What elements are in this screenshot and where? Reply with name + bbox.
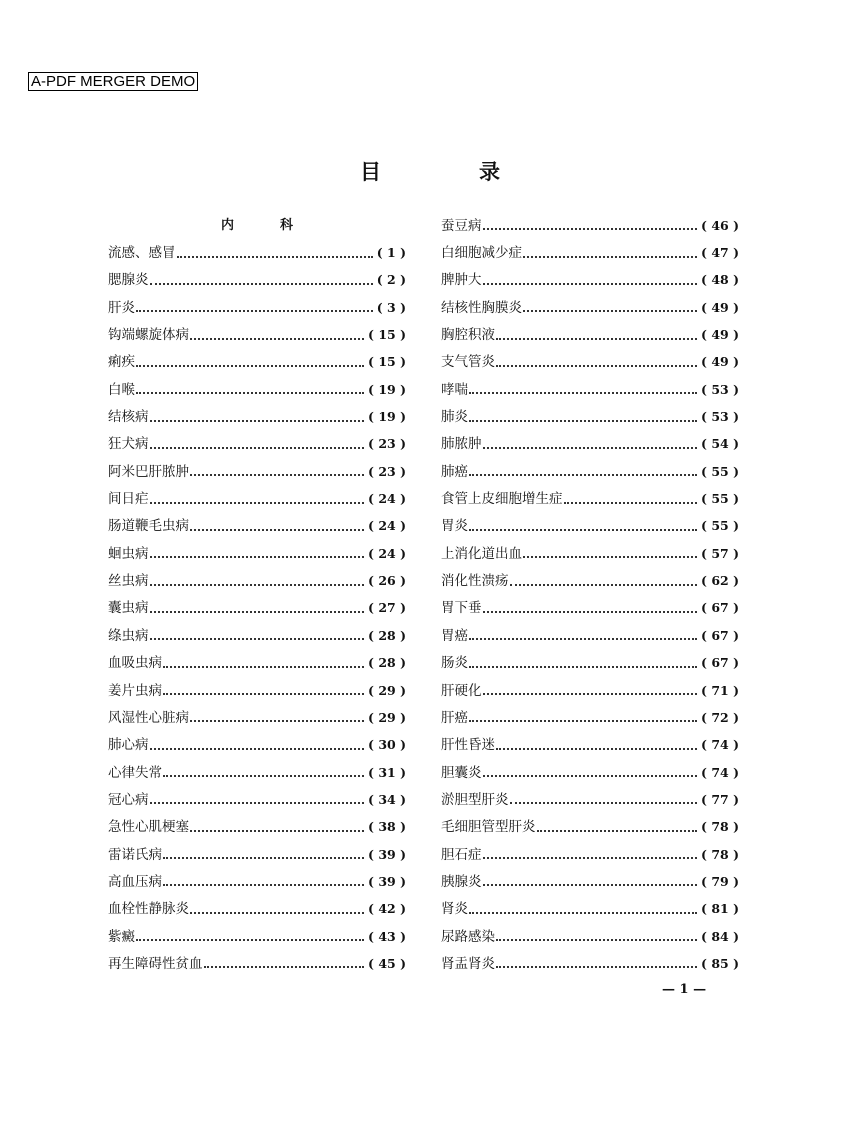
toc-entry[interactable] [108, 458, 406, 485]
entry-title: 结核病 [108, 409, 149, 426]
entry-page-number: 24 [378, 518, 396, 534]
entry-title: 钩端螺旋体病 [108, 327, 189, 344]
entry-page-number: 31 [378, 764, 396, 780]
dot-leader [469, 905, 697, 914]
entry-title: 肾炎 [441, 901, 468, 918]
entry-title: 消化性溃疡 [441, 573, 509, 590]
toc-entry[interactable] [108, 732, 406, 759]
entry-page: ( 1 ) [376, 245, 406, 261]
toc-entry[interactable] [108, 868, 406, 895]
dot-leader [150, 631, 365, 640]
toc-entry[interactable] [108, 595, 406, 622]
dot-leader [496, 959, 697, 968]
toc-entry[interactable] [441, 814, 739, 841]
entry-page-number: 26 [378, 573, 396, 589]
toc-entry[interactable] [108, 349, 406, 376]
title-char: 目 [360, 159, 381, 184]
toc-entry[interactable] [441, 732, 739, 759]
entry-page: ( 24 ) [368, 518, 406, 534]
entry-page: ( 74 ) [701, 764, 739, 780]
entry-title: 雷诺氏病 [108, 846, 162, 863]
toc-entry[interactable] [108, 485, 406, 512]
toc-entry[interactable] [441, 540, 739, 567]
entry-title: 胃炎 [441, 518, 468, 535]
entry-page: ( 48 ) [701, 272, 739, 288]
entry-title: 肝炎 [108, 299, 135, 316]
toc-entry[interactable] [108, 513, 406, 540]
dot-leader [150, 577, 365, 586]
entry-page-number: 27 [378, 600, 396, 616]
dot-leader [523, 249, 697, 258]
entry-page: ( 81 ) [701, 901, 739, 917]
toc-entry[interactable] [441, 239, 739, 266]
dot-leader [469, 385, 697, 394]
entry-page: ( 53 ) [701, 381, 739, 397]
entry-title: 胸腔积液 [441, 327, 495, 344]
toc-entry[interactable] [441, 950, 739, 977]
entry-page-number: 42 [378, 901, 396, 917]
dot-leader [564, 495, 698, 504]
entry-page: ( 55 ) [701, 491, 739, 507]
entry-title: 淤胆型肝炎 [441, 791, 509, 808]
toc-entry[interactable] [441, 567, 739, 594]
entry-title: 胃癌 [441, 627, 468, 644]
entry-page: ( 28 ) [368, 627, 406, 643]
entry-page: ( 29 ) [368, 709, 406, 725]
entry-page-number: 57 [711, 545, 729, 561]
dot-leader [523, 549, 697, 558]
entry-page: ( 67 ) [701, 655, 739, 671]
dot-leader [469, 659, 697, 668]
entry-page-number: 15 [378, 327, 396, 343]
entry-page-number: 55 [711, 518, 729, 534]
toc-entry[interactable] [441, 458, 739, 485]
toc-entry[interactable] [441, 868, 739, 895]
entry-title: 肺癌 [441, 463, 468, 480]
dot-leader [483, 276, 698, 285]
entry-page-number: 49 [711, 327, 729, 343]
entry-page: ( 54 ) [701, 436, 739, 452]
dot-leader [190, 713, 364, 722]
title-char: 录 [479, 159, 500, 184]
entry-page-number: 3 [387, 299, 396, 315]
dot-leader [136, 932, 364, 941]
entry-title: 急性心肌梗塞 [108, 819, 189, 836]
entry-page-number: 77 [711, 791, 729, 807]
dot-leader [496, 358, 697, 367]
entry-page: ( 38 ) [368, 819, 406, 835]
watermark-label: A-PDF MERGER DEMO [28, 72, 198, 91]
entry-page: ( 27 ) [368, 600, 406, 616]
entry-title: 胆石症 [441, 846, 482, 863]
toc-entry[interactable] [108, 786, 406, 813]
entry-page-number: 24 [378, 545, 396, 561]
toc-entry[interactable] [441, 321, 739, 348]
entry-title: 心律失常 [108, 764, 162, 781]
entry-page-number: 23 [378, 436, 396, 452]
entry-page-number: 28 [378, 627, 396, 643]
toc-entry[interactable] [441, 212, 739, 239]
dot-leader [510, 795, 698, 804]
dot-leader [483, 686, 698, 695]
entry-title: 肾盂肾炎 [441, 955, 495, 972]
toc-entry[interactable] [441, 403, 739, 430]
entry-page-number: 85 [711, 955, 729, 971]
entry-title: 血吸虫病 [108, 655, 162, 672]
dot-leader [150, 741, 365, 750]
dot-leader [150, 549, 365, 558]
dot-leader [469, 713, 697, 722]
entry-page: ( 43 ) [368, 928, 406, 944]
dot-leader [150, 440, 365, 449]
entry-page-number: 19 [378, 381, 396, 397]
entry-title: 蚕豆病 [441, 217, 482, 234]
dot-leader [496, 741, 697, 750]
entry-title: 脾肿大 [441, 272, 482, 289]
dot-leader [190, 467, 364, 476]
toc-entry[interactable] [108, 704, 406, 731]
entry-page-number: 74 [711, 737, 729, 753]
entry-page-number: 55 [711, 491, 729, 507]
entry-title: 流感、感冒 [108, 245, 176, 262]
dot-leader [163, 768, 364, 777]
dot-leader [469, 631, 697, 640]
dot-leader [496, 932, 697, 941]
entry-page-number: 38 [378, 819, 396, 835]
entry-page: ( 71 ) [701, 682, 739, 698]
dot-leader [150, 795, 365, 804]
entry-title: 肺脓肿 [441, 436, 482, 453]
toc-entry[interactable] [441, 485, 739, 512]
toc-entry[interactable] [441, 650, 739, 677]
entry-title: 哮喘 [441, 381, 468, 398]
dot-leader [190, 823, 364, 832]
entry-page: ( 62 ) [701, 573, 739, 589]
entry-page-number: 72 [711, 709, 729, 725]
toc-entry[interactable] [441, 841, 739, 868]
entry-page-number: 19 [378, 409, 396, 425]
toc-entry[interactable] [441, 349, 739, 376]
entry-page: ( 74 ) [701, 737, 739, 753]
entry-title: 肺炎 [441, 409, 468, 426]
dot-leader [163, 686, 364, 695]
dot-leader [510, 577, 698, 586]
entry-page: ( 46 ) [701, 217, 739, 233]
entry-title: 胃下垂 [441, 600, 482, 617]
entry-page: ( 30 ) [368, 737, 406, 753]
entry-page-number: 71 [711, 682, 729, 698]
dot-leader [150, 413, 365, 422]
entry-page: ( 67 ) [701, 600, 739, 616]
section-heading-char: 科 [280, 217, 294, 233]
entry-page-number: 29 [378, 682, 396, 698]
dot-leader [177, 249, 373, 258]
entry-page-number: 1 [387, 245, 396, 261]
entry-page: ( 19 ) [368, 381, 406, 397]
toc-entry[interactable] [108, 294, 406, 321]
dot-leader [204, 959, 365, 968]
section-heading [108, 212, 406, 239]
page-title [360, 156, 500, 186]
entry-title: 蛔虫病 [108, 545, 149, 562]
toc-entry[interactable] [108, 923, 406, 950]
dot-leader [190, 331, 364, 340]
entry-page-number: 34 [378, 791, 396, 807]
toc-entry[interactable] [108, 376, 406, 403]
entry-title: 痢疾 [108, 354, 135, 371]
entry-page: ( 23 ) [368, 436, 406, 452]
entry-page-number: 49 [711, 299, 729, 315]
entry-page: ( 57 ) [701, 545, 739, 561]
toc-entry[interactable] [108, 622, 406, 649]
toc-entry[interactable] [108, 239, 406, 266]
toc-entry[interactable] [108, 567, 406, 594]
entry-page: ( 78 ) [701, 846, 739, 862]
entry-page-number: 39 [378, 873, 396, 889]
entry-page: ( 15 ) [368, 354, 406, 370]
entry-page: ( 45 ) [368, 955, 406, 971]
entry-page-number: 15 [378, 354, 396, 370]
entry-page-number: 53 [711, 409, 729, 425]
dot-leader [483, 850, 698, 859]
entry-title: 间日疟 [108, 491, 149, 508]
entry-title: 胰腺炎 [441, 873, 482, 890]
entry-page-number: 54 [711, 436, 729, 452]
entry-page: ( 24 ) [368, 545, 406, 561]
dot-leader [163, 659, 364, 668]
entry-title: 支气管炎 [441, 354, 495, 371]
toc-entry[interactable] [441, 704, 739, 731]
entry-page: ( 53 ) [701, 409, 739, 425]
entry-page: ( 49 ) [701, 299, 739, 315]
entry-title: 胆囊炎 [441, 764, 482, 781]
entry-page: ( 72 ) [701, 709, 739, 725]
toc-entry[interactable] [441, 622, 739, 649]
entry-page: ( 39 ) [368, 873, 406, 889]
entry-page-number: 30 [378, 737, 396, 753]
toc-entry[interactable] [441, 431, 739, 458]
entry-title: 腮腺炎 [108, 272, 149, 289]
entry-page: ( 55 ) [701, 518, 739, 534]
toc-entry[interactable] [108, 677, 406, 704]
entry-title: 风湿性心脏病 [108, 709, 189, 726]
dot-leader [190, 522, 364, 531]
toc-entry[interactable] [108, 950, 406, 977]
dot-leader [150, 495, 365, 504]
entry-title: 丝虫病 [108, 573, 149, 590]
toc-entry[interactable] [108, 540, 406, 567]
entry-title: 冠心病 [108, 791, 149, 808]
toc-entry[interactable] [441, 786, 739, 813]
entry-title: 肝硬化 [441, 682, 482, 699]
entry-page: ( 31 ) [368, 764, 406, 780]
entry-page: ( 55 ) [701, 463, 739, 479]
entry-page: ( 29 ) [368, 682, 406, 698]
entry-title: 再生障碍性贫血 [108, 955, 203, 972]
toc-entry[interactable] [108, 896, 406, 923]
entry-title: 食管上皮细胞增生症 [441, 491, 563, 508]
entry-title: 血栓性静脉炎 [108, 901, 189, 918]
dot-leader [136, 303, 373, 312]
entry-page-number: 49 [711, 354, 729, 370]
page-number: — 1 — [662, 982, 707, 997]
entry-page: ( 28 ) [368, 655, 406, 671]
toc-entry[interactable] [108, 841, 406, 868]
toc-entry[interactable] [108, 267, 406, 294]
dot-leader [163, 850, 364, 859]
entry-page-number: 81 [711, 901, 729, 917]
dot-leader [483, 604, 698, 613]
entry-page-number: 74 [711, 764, 729, 780]
toc-entry[interactable] [108, 431, 406, 458]
toc-entry[interactable] [108, 759, 406, 786]
entry-page-number: 46 [711, 217, 729, 233]
dot-leader [483, 440, 698, 449]
entry-page-number: 47 [711, 245, 729, 261]
entry-title: 白细胞减少症 [441, 245, 522, 262]
toc-entry[interactable] [441, 267, 739, 294]
entry-page: ( 49 ) [701, 354, 739, 370]
entry-page-number: 23 [378, 463, 396, 479]
dot-leader [150, 276, 373, 285]
dot-leader [469, 467, 697, 476]
entry-title: 肝性昏迷 [441, 737, 495, 754]
entry-page-number: 39 [378, 846, 396, 862]
toc-entry[interactable] [441, 923, 739, 950]
entry-page: ( 42 ) [368, 901, 406, 917]
entry-page-number: 45 [378, 955, 396, 971]
entry-page: ( 67 ) [701, 627, 739, 643]
dot-leader [136, 358, 364, 367]
toc-entry[interactable] [441, 759, 739, 786]
entry-title: 紫癜 [108, 928, 135, 945]
entry-page-number: 29 [378, 709, 396, 725]
dot-leader [469, 522, 697, 531]
entry-title: 肺心病 [108, 737, 149, 754]
entry-page: ( 23 ) [368, 463, 406, 479]
entry-page: ( 79 ) [701, 873, 739, 889]
entry-title: 阿米巴肝脓肿 [108, 463, 189, 480]
dot-leader [483, 768, 698, 777]
entry-page-number: 67 [711, 655, 729, 671]
entry-title: 绦虫病 [108, 627, 149, 644]
dot-leader [483, 877, 698, 886]
entry-page: ( 39 ) [368, 846, 406, 862]
entry-title: 囊虫病 [108, 600, 149, 617]
entry-page-number: 78 [711, 846, 729, 862]
dot-leader [537, 823, 698, 832]
entry-page-number: 62 [711, 573, 729, 589]
entry-page: ( 47 ) [701, 245, 739, 261]
entry-title: 上消化道出血 [441, 545, 522, 562]
entry-page: ( 3 ) [376, 299, 406, 315]
entry-page-number: 79 [711, 873, 729, 889]
entry-title: 肝癌 [441, 709, 468, 726]
dot-leader [469, 413, 697, 422]
entry-page: ( 15 ) [368, 327, 406, 343]
entry-page-number: 43 [378, 928, 396, 944]
entry-page-number: 67 [711, 600, 729, 616]
toc-entry[interactable] [441, 595, 739, 622]
dot-leader [483, 221, 698, 230]
entry-page-number: 48 [711, 272, 729, 288]
entry-page-number: 2 [387, 272, 396, 288]
entry-title: 肠道鞭毛虫病 [108, 518, 189, 535]
toc-left-column [108, 212, 406, 978]
toc-entry[interactable] [441, 376, 739, 403]
entry-title: 尿路感染 [441, 928, 495, 945]
entry-page: ( 77 ) [701, 791, 739, 807]
entry-title: 狂犬病 [108, 436, 149, 453]
entry-page: ( 2 ) [376, 272, 406, 288]
dot-leader [523, 303, 697, 312]
entry-title: 结核性胸膜炎 [441, 299, 522, 316]
entry-page: ( 85 ) [701, 955, 739, 971]
entry-page: ( 78 ) [701, 819, 739, 835]
section-heading-char: 内 [220, 217, 234, 233]
entry-page: ( 84 ) [701, 928, 739, 944]
entry-page-number: 78 [711, 819, 729, 835]
entry-title: 毛细胆管型肝炎 [441, 819, 536, 836]
entry-page-number: 24 [378, 491, 396, 507]
entry-title: 高血压病 [108, 873, 162, 890]
toc-entry[interactable] [108, 650, 406, 677]
entry-page: ( 49 ) [701, 327, 739, 343]
entry-page: ( 19 ) [368, 409, 406, 425]
dot-leader [150, 604, 365, 613]
entry-title: 白喉 [108, 381, 135, 398]
toc-entry[interactable] [441, 896, 739, 923]
toc-entry[interactable] [441, 677, 739, 704]
dot-leader [496, 331, 697, 340]
dot-leader [163, 877, 364, 886]
dot-leader [190, 905, 364, 914]
dot-leader [136, 385, 364, 394]
entry-page: ( 26 ) [368, 573, 406, 589]
toc-entry[interactable] [441, 294, 739, 321]
entry-page: ( 24 ) [368, 491, 406, 507]
entry-page-number: 53 [711, 381, 729, 397]
entry-page-number: 55 [711, 463, 729, 479]
toc-right-column [441, 212, 739, 978]
entry-page-number: 28 [378, 655, 396, 671]
toc-entry[interactable] [108, 814, 406, 841]
entry-title: 姜片虫病 [108, 682, 162, 699]
entry-title: 肠炎 [441, 655, 468, 672]
toc-entry[interactable] [108, 403, 406, 430]
entry-page: ( 34 ) [368, 791, 406, 807]
entry-page-number: 84 [711, 928, 729, 944]
toc-entry[interactable] [108, 321, 406, 348]
toc-entry[interactable] [441, 513, 739, 540]
entry-page-number: 67 [711, 627, 729, 643]
